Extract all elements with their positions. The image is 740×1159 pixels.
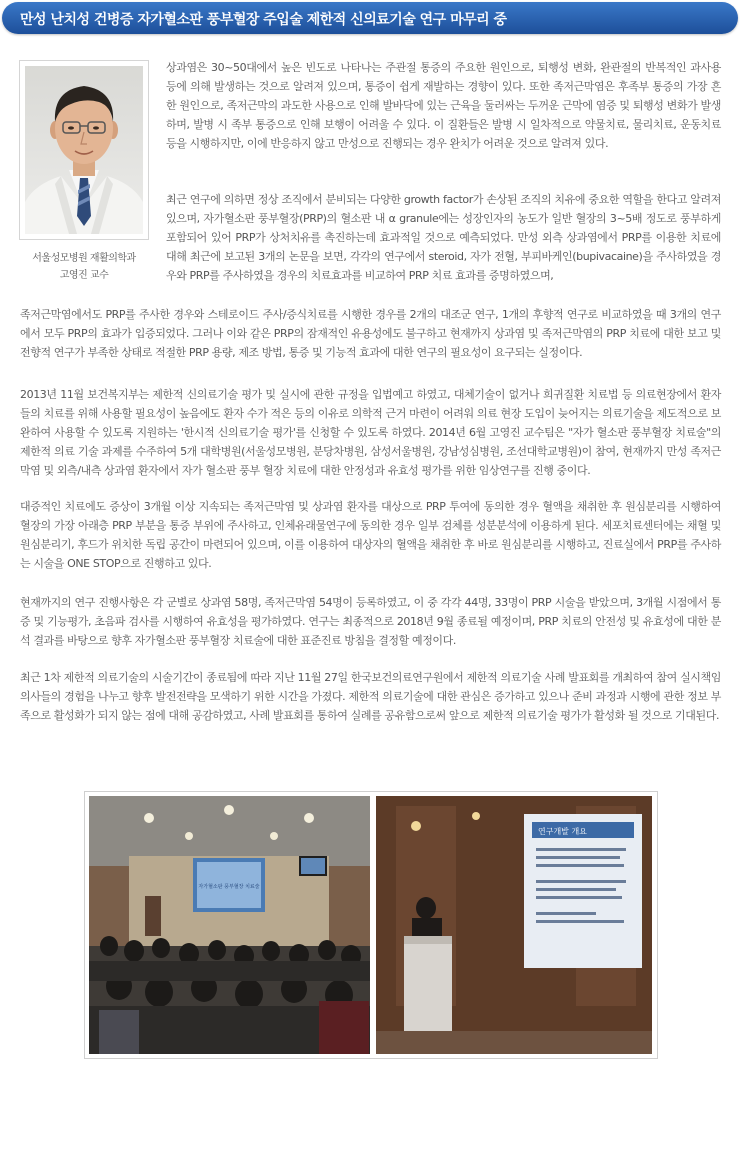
photo-caption: [19, 250, 149, 284]
title-bar: [2, 2, 738, 34]
article-paragraph: 대증적인 치료에도 증상이 3개월 이상 지속되는 족저근막염 및 상과염 환자를 대상으로 PRP 투여에 동의한 경우 혈액을 채취한 후 원심분리를 시행하여 혈장의 가장 아래층 PRP 부분을 통증 부위에 주사하고, 인체유래물연구에 동의한 경우 일부 검체를 성분분석에 이용하게 된다. 세포치료센터에는 채혈 및 원심분리기, 후드가 위치한 독립 공간이 마련되어 있으며, 이를 이용하여 대상자의 혈액을 채취한 후 바로 원심분리를 시행하고, 진료실에서 PRP를 주사하는 시술을 ONE STOP으로 진행하고 있다.: [20, 500, 721, 570]
article-paragraph: 최근 1차 제한적 의료기술의 시술기간이 종료됨에 따라 지난 11월 27일 한국보건의료연구원에서 제한적 의료기술 사례 발표회를 개최하여 참여 실시책임의사들의 경험을 나누고 향후 발전전략을 모색하기 위한 시간을 가졌다. 제한적 의료기술에 대한 관심은 증가하고 있으나 준비 과정과 시행에 관한 정보 부족으로 활성화가 되지 않는 점에 대해 공감하였고, 사례 발표회를 통하여 실례를 공유함으로써 앞으로 제한적 의료기술 평가가 활성화 될 것으로 기대된다.: [20, 671, 721, 722]
article-paragraph: 2013년 11월 보건복지부는 제한적 신의료기술 평가 및 실시에 관한 규정을 입법예고 하였고, 대체기술이 없거나 희귀질환 치료법 등 의료현장에서 환자들의 치료를 위해 사용할 필요성이 높음에도 환자 수가 적은 등의 이유로 의학적 근거 마련이 어려워 의료 현장 도입이 늦어지는 의료기술을 제도적으로 보완하여 사용할 수 있도록 지원하는 '한시적 신의료기술 평가'를 신청할 수 있도록 하였다. 2014년 6월 고영진 교수팀은 "자가 혈소판 풍부혈장 치료술"의 제한적 의료 기술 과제를 수주하여 5개 대학병원(서울성모병원, 분당차병원, 삼성서울병원, 강남성심병원, 조선대학교병원)이 참여, 현재까지 만성 족저근막염 및 외측/내측 상과염 환자에서 자가 혈소판 풍부 혈장 치료에 대한 안정성과 유효성 평가를 위한 임상연구를 진행 중이다.: [20, 388, 721, 477]
article-paragraph: 현재까지의 연구 진행사항은 각 군별로 상과염 58명, 족저근막염 54명이 등록하였고, 이 중 각각 44명, 33명이 PRP 시술을 받았으며, 3개월 시점에서 통증 및 기능평가, 초음파 검사를 시행하여 유효성을 평가하였다. 연구는 최종적으로 2018년 9월 종료될 예정이며, PRP 치료의 안전성 및 유효성에 대한 분석 결과를 바탕으로 향후 자가혈소판 풍부혈장 치료술에 대한 표준진료 방침을 결정할 예정이다.: [20, 596, 721, 647]
caption-name: 고영진 교수: [59, 270, 109, 281]
screen-text: 자가혈소판 풍부혈장 치료술: [198, 884, 260, 890]
article-paragraph: 상과염은 30~50대에서 높은 빈도로 나타나는 주관절 통증의 주요한 원인으로, 퇴행성 변화, 완관절의 반복적인 과사용 등에 의해 발생하는 것으로 알려져 있으며, 통증이 쉽게 재발하는 경향이 있다. 또한 족저근막염은 후족부 통증의 가장 흔한 원인으로, 족저근막의 과도한 사용으로 인해 발바닥에 있는 근육을 둘러싸는 두꺼운 근막에 염증 및 퇴행성 변화가 발생하며, 발병 시 족부 통증으로 인해 보행이 어려울 수 있다. 이 질환들은 발병 시 일차적으로 약물치료, 물리치료, 운동치료 등을 시행하지만, 이에 반응하지 않고 만성으로 진행되는 경우 완치가 어려운 것으로 알려져 있다.: [166, 61, 721, 150]
slide-title: 연구개발 개요: [538, 827, 587, 836]
caption-department: 서울성모병원 재활의학과: [32, 253, 136, 264]
page-title: 만성 난치성 건병증 자가혈소판 풍부혈장 주입술 제한적 신의료기술 연구 마무리 중: [20, 12, 507, 28]
event-photos: [84, 791, 658, 1059]
article-paragraph: 족저근막염에서도 PRP를 주사한 경우와 스테로이드 주사/증식치료를 시행한 경우를 2개의 대조군 연구, 1개의 후향적 연구로 비교하였을 때 3개의 연구에서 모두 PRP의 효과가 입증되었다. 그러나 이와 같은 PRP의 잠재적인 유용성에도 불구하고 현재까지 상과염 및 족저근막염의 PRP 치료에 대한 보고 및 전향적 연구가 부족한 상태로 적절한 PRP 용량, 제조 방법, 통증 및 기능적 효과에 대한 연구의 필요성이 요구되는 실정이다.: [20, 308, 721, 359]
professor-photo: [19, 60, 149, 240]
conference-audience-photo: [89, 796, 370, 1054]
portrait-image: [25, 66, 143, 234]
speaker-presentation-photo: [376, 796, 652, 1054]
article-paragraph: 최근 연구에 의하면 정상 조직에서 분비되는 다양한 growth factor가 손상된 조직의 치유에 중요한 역할을 한다고 알려져 있으며, 자가혈소판 풍부혈장(PRP)의 혈소판 내 α granule에는 성장인자의 농도가 일반 혈장의 3~5배 정도로 풍부하게 포함되어 있어 PRP가 상처치유를 촉진하는데 효과적일 것으로 예측되었다. 만성 외측 상과염에서 PRP를 이용한 치료에 대해 최근에 보고된 3개의 논문을 보면, 각각의 연구에서 steroid, 자가 전혈, 부피바케인(bupivacaine)을 주사하였을 경우와 PRP를 주사하였을 경우의 치료효과를 비교하여 PRP 치료 효과를 증명하였으며,: [166, 193, 721, 282]
